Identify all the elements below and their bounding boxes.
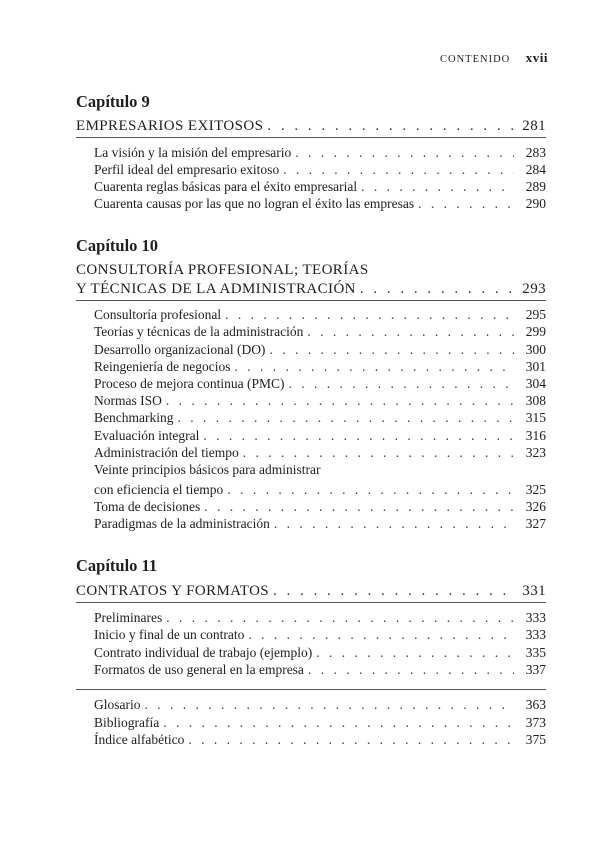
leader-dots [203,428,514,444]
toc-entry-label: Contrato individual de trabajo (ejemplo) [94,645,313,660]
toc-entry-label: Administración del tiempo [94,445,239,460]
chapter-9-title-row[interactable] [76,118,546,135]
divider [76,137,546,138]
running-header-label: CONTENIDO [440,54,511,65]
chapter-9-page: 281 [522,118,546,134]
leader-dots [145,697,515,713]
toc-entry-page: 375 [525,732,546,747]
toc-entry[interactable] [94,359,546,375]
toc-entry[interactable] [94,610,546,626]
chapter-10-title-row[interactable] [76,281,546,298]
divider [76,602,546,603]
toc-entry-label: Veinte principios básicos para administrar [94,462,321,477]
toc-entry[interactable] [94,145,546,161]
toc-entry[interactable] [94,196,546,212]
leader-dots [188,732,514,748]
toc-entry-label: Cuarenta reglas básicas para el éxito empresarial [94,179,358,194]
chapter-11-title-row[interactable] [76,583,546,600]
leader-dots [307,324,514,340]
toc-entry-label: Desarrollo organizacional (DO) [94,342,266,357]
toc-entry-page: 284 [525,162,546,177]
toc-entry-bibliography[interactable] [94,715,546,731]
toc-entry[interactable] [94,482,546,498]
toc-entry-label: Benchmarking [94,410,174,425]
chapter-10-title-line2-text: Y TÉCNICAS DE LA ADMINISTRACIÓN [76,281,356,297]
leader-dots [166,610,514,626]
running-header [440,50,548,66]
leader-dots [308,662,514,678]
toc-entry-page: 304 [525,376,546,391]
toc-entry[interactable] [94,162,546,178]
toc-entry-label: Paradigmas de la administración [94,516,270,531]
toc-entry-page: 327 [525,516,546,531]
toc-entry[interactable] [94,516,546,532]
toc-entry-label: Inicio y final de un contrato [94,627,245,642]
leader-dots [227,482,514,498]
leader-dots [295,145,514,161]
toc-entry-label: Perfil ideal del empresario exitoso [94,162,280,177]
toc-entry-label: Preliminares [94,610,163,625]
leader-dots [288,376,514,392]
leader-dots [283,162,514,178]
toc-entry-label-line2: con eficiencia el tiempo [94,482,224,497]
toc-entry-page: 325 [525,482,546,497]
toc-entry-label: Normas ISO [94,393,162,408]
toc-entry[interactable] [94,376,546,392]
toc-entry-page: 326 [525,499,546,514]
toc-entry-label: Toma de decisiones [94,499,201,514]
divider [76,689,546,690]
toc-entry-page: 308 [525,393,546,408]
toc-entry-page: 301 [525,359,546,374]
leader-dots [267,118,514,135]
toc-entry[interactable] [94,324,546,340]
leader-dots [204,499,514,515]
toc-entry-label: La visión y la misión del empresario [94,145,292,160]
leader-dots [316,645,514,661]
leader-dots [248,627,514,643]
toc-entry-page: 335 [525,645,546,660]
leader-dots [269,342,514,358]
chapter-9-heading: Capítulo 9 [76,92,150,111]
chapter-11-heading: Capítulo 11 [76,556,158,575]
toc-entry[interactable] [94,393,546,409]
toc-entry-label: Proceso de mejora continua (PMC) [94,376,285,391]
toc-entry[interactable] [94,410,546,426]
toc-entry-page: 333 [525,627,546,642]
leader-dots [361,179,514,195]
chapter-10-title-line1 [76,262,546,279]
leader-dots [273,583,514,600]
toc-entry-page: 363 [525,697,546,712]
toc-entry-line1[interactable] [94,462,546,478]
leader-dots [243,445,514,461]
toc-entry[interactable] [94,645,546,661]
toc-entry-label: Índice alfabético [94,732,185,747]
toc-entry-label: Formatos de uso general en la empresa [94,662,304,677]
toc-entry-page: 337 [525,662,546,677]
leader-dots [177,410,514,426]
toc-entry-page: 300 [525,342,546,357]
toc-entry[interactable] [94,307,546,323]
chapter-10-heading: Capítulo 10 [76,236,159,255]
chapter-10-title-line1-text: CONSULTORÍA PROFESIONAL; TEORÍAS [76,262,369,278]
toc-entry-glossary[interactable] [94,697,546,713]
toc-entry-page: 295 [525,307,546,322]
toc-entry-page: 290 [525,196,546,211]
toc-entry-page: 316 [525,428,546,443]
toc-entry-index[interactable] [94,732,546,748]
divider [76,300,546,301]
toc-entry-page: 299 [525,324,546,339]
toc-entry[interactable] [94,662,546,678]
toc-entry-page: 333 [525,610,546,625]
toc-entry[interactable] [94,342,546,358]
chapter-10-page: 293 [522,281,546,297]
toc-entry-label: Consultoría profesional [94,307,222,322]
toc-entry-page: 289 [525,179,546,194]
toc-entry-label: Cuarenta causas por las que no logran el éxito las empresas [94,196,415,211]
toc-entry-page: 323 [525,445,546,460]
leader-dots [274,516,514,532]
chapter-11-title: CONTRATOS Y FORMATOS [76,583,270,599]
leader-dots [360,281,514,298]
toc-entry-label: Evaluación integral [94,428,200,443]
chapter-9-title: EMPRESARIOS EXITOSOS [76,118,264,134]
leader-dots [418,196,514,212]
chapter-11-page: 331 [522,583,546,599]
toc-entry[interactable] [94,445,546,461]
toc-entry-page: 315 [525,410,546,425]
leader-dots [163,715,514,731]
toc-entry[interactable] [94,179,546,195]
toc-entry[interactable] [94,499,546,515]
toc-entry-page: 373 [525,715,546,730]
leader-dots [225,307,514,323]
toc-entry-label: Reingeniería de negocios [94,359,231,374]
toc-entry-label: Teorías y técnicas de la administración [94,324,304,339]
toc-entry-label: Bibliografía [94,715,160,730]
toc-entry[interactable] [94,627,546,643]
toc-entry-page: 283 [525,145,546,160]
toc-entry[interactable] [94,428,546,444]
leader-dots [166,393,514,409]
leader-dots [234,359,514,375]
page-number: xvii [525,50,548,65]
toc-entry-label: Glosario [94,697,141,712]
